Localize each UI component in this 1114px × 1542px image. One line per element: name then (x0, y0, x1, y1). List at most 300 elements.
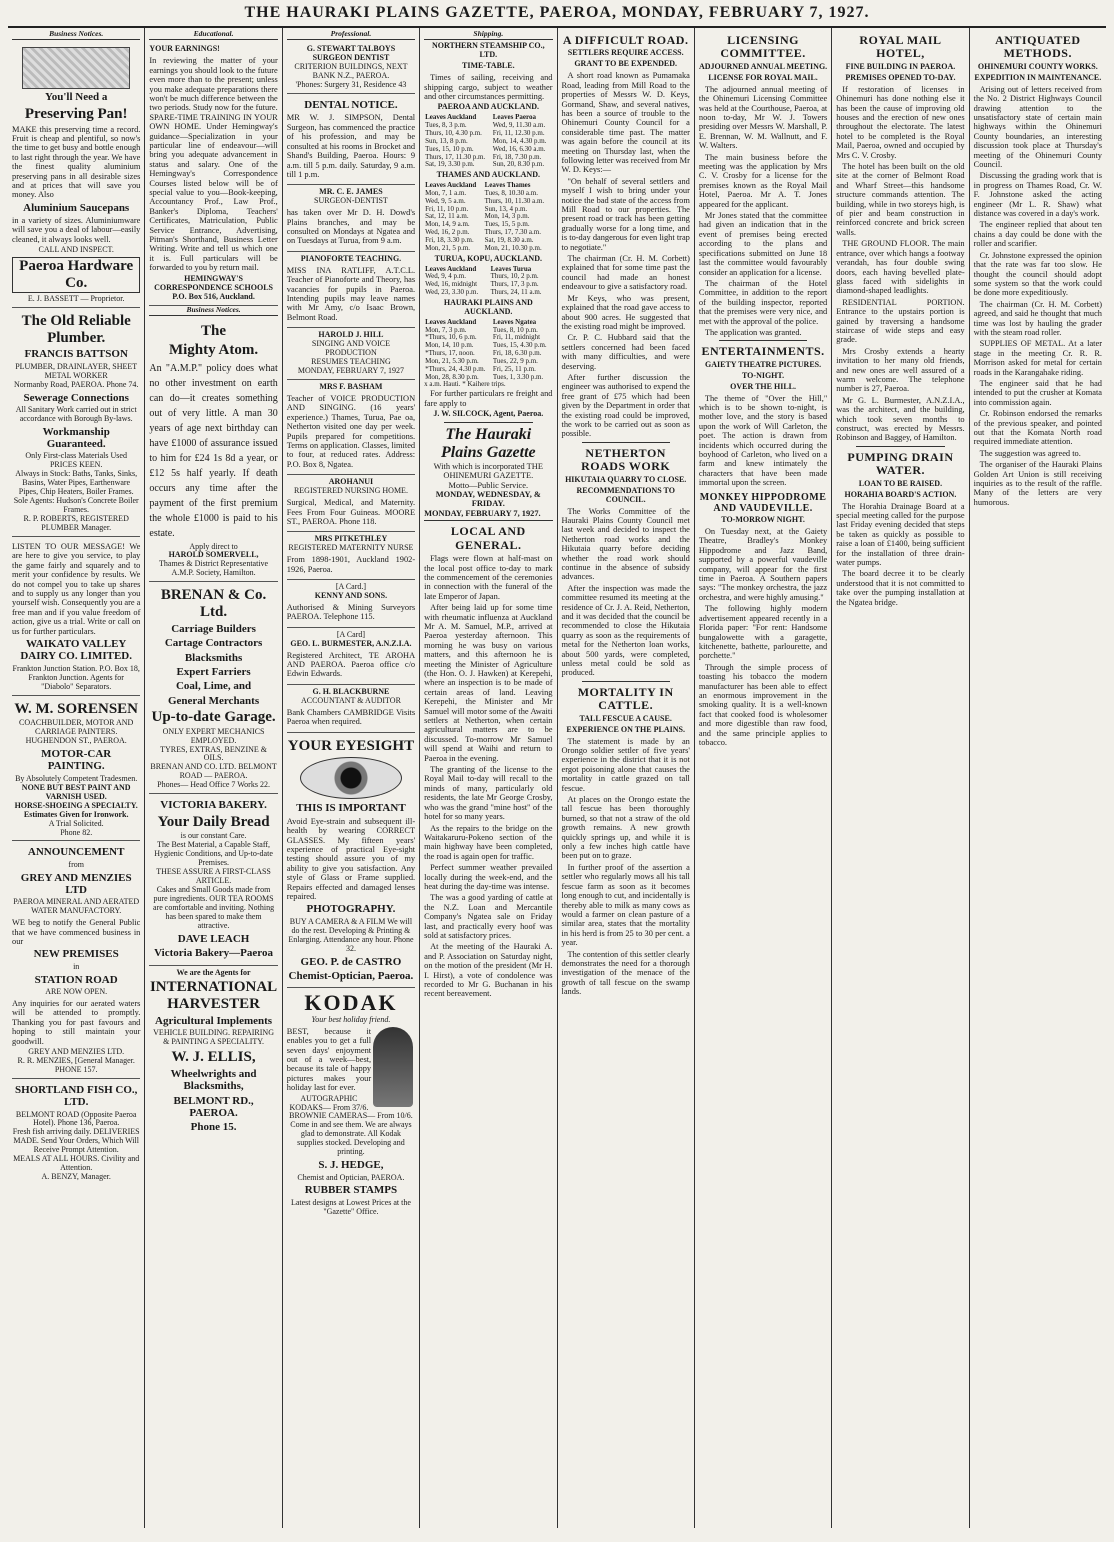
local-and-general-heading: LOCAL AND GENERAL. (450, 524, 526, 552)
antiquated-methods-article (974, 85, 1102, 507)
ad-title: G. STEWART TALBOYS SURGEON DENTIST (306, 44, 396, 63)
timetable (424, 319, 552, 382)
ad-body: Authorised & Mining Surveyors PAEROA. Telephone 115. (286, 602, 416, 622)
ad-body: Surgical, Medical, and Maternity. Fees From Four Guineas. MOORE ST., PAEROA. Phone 118. (286, 498, 416, 526)
article-heading: ANTIQUATED METHODS. (995, 33, 1081, 61)
ad-body: MISS INA RATLIFF, A.T.C.L. Teacher of Pianoforte and Theory, has vacancies for pupils in Paeroa. Intending pupils may leave names with Mr Amy, c/o Isaac Brown, Belmont Road. (286, 265, 416, 322)
ad-line: ACCOUNTANT & AUDITOR (300, 695, 401, 705)
article-paragraph: Discussing the grading work that is in progress on Thames Road, Cr. W. F. Johnstone asked the acting engineer (Mr L. R. Shaw) what distance was covered in a day's work. (973, 171, 1102, 219)
article-paragraph: The engineer said that he had intended to put the crusher at Komata into commission again. (973, 378, 1102, 407)
burmester-ad (287, 628, 415, 685)
pitkethley-ad (287, 532, 415, 580)
ad-line: Victoria Bakery—Paeroa (154, 947, 273, 960)
ad-line: The (201, 322, 227, 339)
hemingway-ad (149, 42, 277, 305)
article-paragraph: The contention of this settler clearly demonstrates the need for a thorough investigation of the menace of the growth of tall fescue on the swamp lands. (561, 949, 690, 997)
timetable-cell: *Thurs, 17, noon. (425, 349, 475, 358)
column-1 (8, 28, 145, 1528)
timetable-cell: Fri, 11, midnight (492, 333, 541, 342)
timetable-row (424, 245, 552, 253)
timetable-cell: Thurs, 17, 3 p.m. (490, 280, 539, 289)
timetable-cell: Thurs, 10, 2 p.m. (490, 272, 539, 281)
timetable-cell: Mon, 14, 4.30 p.m. (492, 136, 547, 145)
ad-line: PLUMBER, DRAINLAYER, SHEET METAL WORKER (15, 361, 138, 380)
ad-title: The Old Reliable Plumber. (21, 312, 131, 346)
ad-line: Phone 15. (190, 1121, 237, 1134)
ad-line: CALL AND INSPECT. (38, 245, 114, 255)
arohanui-ad (287, 475, 415, 532)
ad-line: BUY A CAMERA & A FILM We will do the rest. Developing & Printing & Enlarging. Attendance any hour. Phone 32. (288, 916, 414, 953)
timetable-route-title: PAEROA AND AUCKLAND. (437, 102, 540, 112)
article-paragraph: The application was granted. (704, 327, 802, 337)
ad-line: COACHBUILDER, MOTOR AND CARRIAGE PAINTERS. (19, 718, 134, 737)
article-paragraph: Through the simple process of toasting his tobacco the modern manufacturer has been able to effect an enormous improvement in the smoking quality. It is a well-known fact that cooked food is wholesomer and more digestible than raw food, and the same principle applies to tobacco. (698, 662, 828, 747)
article-subhead: OVER THE HILL. (730, 381, 796, 391)
talboys-ad (287, 42, 415, 94)
difficult-road-article (562, 71, 690, 438)
column-3 (283, 28, 420, 1528)
article-subhead: PREMISES OPENED TO-DAY. (845, 72, 956, 82)
ad-line: A. BENZY, Manager. (41, 1172, 111, 1182)
ad-line: PHOTOGRAPHY. (306, 903, 396, 916)
timetable-cell: Thurs, 24, 11 a.m. (490, 288, 542, 297)
ad-body: An "A.M.P." policy does what no other investment on earth can do—it creates something out of very little. A man 30 years of age next birthday can have £1000 of assurance issued to him for £24 1s 8d a year, or £12 5s half yearly. If death occurs any time after the payment of the first premium the whole £1000 is paid to his estate. (149, 362, 278, 539)
article-subhead: LOAN TO BE RAISED. (858, 478, 943, 488)
ad-line: You'll Need a (45, 91, 108, 104)
article-paragraph: The suggestion was agreed to. (979, 448, 1081, 458)
timetable-cell: Wed, 23, 3.30 p.m. (425, 288, 479, 297)
shipping-company: NORTHERN STEAMSHIP CO., LTD. (432, 41, 545, 60)
ad-line: We are the Agents for (176, 967, 251, 977)
ad-line: All Sanitary Work carried out in strict accordance with Borough By-laws. (15, 404, 137, 423)
timetable-cell: Tues, 8, 10.30 a.m. (484, 189, 538, 197)
ad-line: Apply direct to (189, 541, 238, 551)
ad-line: Up-to-date Garage. (151, 708, 276, 725)
ad-line: BELMONT RD., PAEROA. (173, 1094, 254, 1119)
licensing-article (699, 85, 827, 338)
timetable-route-title: TURUA, KOPU, AUCKLAND. (434, 253, 542, 263)
fish-co-ad (12, 1079, 140, 1185)
timetable-cell: Wed, 9, 4 p.m. (425, 272, 466, 281)
james-ad (287, 185, 415, 252)
article-paragraph: THE GROUND FLOOR. The main entrance, over which hangs a footway verandah, has four double swing doors, each having bevelled plate-glass faced with sidelights in diamond-shaped leadlights. (836, 239, 965, 296)
ad-title: ANNOUNCEMENT (27, 846, 125, 859)
article-paragraph: The chairman of the Hotel Committee, in addition to the report of the building inspector, reported that the premises were very nice, and met with the approval of the police. (698, 278, 828, 326)
article-subhead: SETTLERS REQUIRE ACCESS. (567, 48, 684, 58)
article-paragraph: As the repairs to the bridge on the Waitakaruru-Pokeno section of the main highway have been completed, the road is again open for traffic. (424, 823, 553, 861)
article-paragraph: Cr. Johnstone expressed the opinion that the rate was far too slow. He thought the council should adopt some system so that the work could be done more expeditiously. (973, 250, 1102, 298)
timetable-header: Leaves Turua (490, 264, 532, 273)
article-paragraph: Mr Jones stated that the committee had given an indication that in the event of premises being erected according to the plans and specifications submitted on June 18 last the committee would favourably consider an application for a license. (698, 211, 828, 277)
column-heading: Business Notices. (12, 30, 140, 40)
gazette-logo: The Hauraki Plains Gazette (440, 426, 536, 461)
timetable-cell: Mon, 14, 3 p.m. (484, 212, 530, 221)
article-paragraph: RESIDENTIAL PORTION. Entrance to the upstairs portion is gained by traversing a handsome staircase of wide steps and easy grade. (836, 297, 965, 345)
article-paragraph: Mrs Crosby extends a hearty invitation to her many old friends, and new ones are well assured of a warm welcome. The telephone number is 27, Paeroa. (836, 346, 965, 394)
plumber-ad (12, 308, 140, 537)
timetables (424, 103, 552, 389)
column-2 (145, 28, 282, 1528)
article-subhead: GRANT TO BE EXPENDED. (574, 59, 678, 69)
timetable-cell: Mon, 21, 5.30 p.m. (425, 356, 479, 365)
article-paragraph: The Horahia Drainage Board at a special meeting called for the purpose last Friday evening decided that steps be taken as quickly as possible to raise a loan of £1400, being sufficient for the installation of three drain-water pumps. (836, 501, 965, 568)
column-5 (558, 28, 695, 1528)
timetable-cell: Wed, 16, 2 p.m. (425, 228, 470, 237)
ad-line: BROWNIE CAMERAS— From 10/6. (289, 1111, 413, 1121)
article-subhead: EXPERIENCE ON THE PLAINS. (566, 724, 685, 734)
timetable-cell: Fri, 18, 3.30 p.m. (425, 235, 474, 244)
ad-line: [A Card] (336, 629, 366, 639)
timetable-title: TIME-TABLE. (462, 61, 515, 71)
article-paragraph: The organiser of the Hauraki Plains Golden Art Union is still receiving inquiries as to the result of the raffle. Many of the letters are very humorous. (973, 460, 1102, 507)
timetable-cell: Fri, 18, 7.30 p.m. (492, 152, 542, 161)
ad-line: BRENAN AND CO. LTD. BELMONT ROAD — PAEROA. (150, 762, 277, 781)
basham-ad (287, 380, 415, 475)
ad-line: Fresh fish arriving daily. DELIVERIES MADE. Send Your Orders, Which Will Receive Prompt Attention. (12, 1127, 140, 1155)
column-heading: Shipping. (424, 30, 552, 40)
ad-line: Cakes and Small Goods made from pure ingredients. OUR TEA ROOMS are comfortable and inviting. Nothing has been spared to make them attractive. (153, 885, 275, 930)
article-subhead: TO-MORROW NIGHT. (721, 515, 805, 525)
article-paragraph: In further proof of the assertion a settler who regularly mows all his tall fescue farm as soon as it becomes long enough to cut, and incidentally is thereby able to milk as many cows as would a farmer on clean pasture of a similar area, states that the mortality in his herd is from 25 to 30 per cent. a year. (561, 862, 690, 948)
ad-line: STATION ROAD (34, 973, 118, 986)
ad-line: in (73, 961, 80, 971)
ad-line: Frankton Junction Station. P.O. Box 18, Frankton Junction. Agents for "Diabolo" Separators. (12, 663, 140, 691)
ad-line: THIS IS IMPORTANT (296, 802, 406, 815)
article-subhead: GAIETY THEATRE PICTURES. (705, 359, 822, 369)
ad-title: GEO. L. BURMESTER, A.N.Z.I.A. (290, 638, 412, 648)
article-paragraph: Arising out of letters received from the No. 2 District Highways Council drawing attention to the unsatisfactory state of certain main highways within the Ohinemuri County boundaries, an interesting discussion took place at Thursday's meeting of the Ohinemuri County Council. (973, 84, 1102, 170)
ad-line: HORSE-SHOEING A SPECIALTY. (14, 800, 138, 810)
article-paragraph: The engineer replied that about ten chains a day could be done with the roller and scarifier. (973, 220, 1102, 249)
ad-line: General Merchants (167, 694, 260, 707)
ad-line: Your Daily Bread (157, 813, 270, 830)
timetable-cell: Sat, 19, 8.30 a.m. (484, 235, 534, 244)
pumping-article (836, 502, 964, 607)
timetable-intro: Times of sailing, receiving and shipping cargo, subject to weather and other circumstances permitting. (424, 73, 553, 102)
ad-line: R. P. ROBERTS, REGISTERED PLUMBER Manager. (23, 514, 129, 533)
ad-line: Your best holiday friend. (311, 1014, 391, 1024)
timetable-route-title: THAMES AND AUCKLAND. (436, 170, 540, 180)
gazette-line: With which is incorporated THE OHINEMURI GAZETTE. (433, 461, 543, 481)
ad-body: Avoid Eye-strain and subsequent ill-health by wearing CORRECT GLASSES. My fifteen years' experience of practical Eye-sight testing should assure you of my ability to give you satisfaction. Any style of Glass or Frame supplied. Repairs effected and damaged lenses repaired. (286, 816, 416, 901)
article-paragraph: At the meeting of the Hauraki A. and P. Association on Saturday night, on the motion of the president (Mr H. I. Hirst), a vote of condolence was recorded to Mr G. Buchanan in his recent bereavement. (424, 942, 553, 999)
article-paragraph: The following highly modern advertisement appeared recently in a Florida paper: "For rent: Handsome bungalowette with a garagette, kitchenette, bathette, parlourette, and porchette." (698, 604, 828, 661)
timetable-cell: Tues, 22, 9 p.m. (492, 356, 538, 365)
ad-body: LISTEN TO OUR MESSAGE! We are here to give you service, to play the game fairly and squarely and to merit your confidence by results. We do not compel you to take up shares and to supply us any longer than you yourself wish. Consequently you are a free man and if you value freedom of action, give us a trial. Write or call on us for further particulars. (12, 541, 141, 636)
timetable-cell: Tues, 1, 3.30 p.m. (492, 372, 544, 381)
ad-line: Phone 82. (60, 827, 93, 837)
article-heading: NETHERTON ROADS WORK (581, 445, 671, 474)
article-paragraph: SUPPLIES OF METAL. At a later stage in the meeting Cr. R. R. Morrison asked for metal for certain roads in the Karangahake riding. (973, 339, 1102, 377)
ad-line: Expert Farriers (176, 665, 251, 678)
divider (444, 422, 532, 423)
ad-body: Teacher of VOICE PRODUCTION AND SINGING. (16 years' experience.) Thames, Turua, Pae oa, Netherton visited one day per week. Pupils prepared for competitions. Terms on application. Classes, limited to four, at reduced rates. Address: P.O. Box 8, Ngatea. (286, 393, 416, 469)
ad-line: VEHICLE BUILDING. REPAIRING & PAINTING A SPECIALITY. (153, 1028, 274, 1047)
columns (8, 28, 1106, 1528)
ad-title: Paeroa Hardware Co. (12, 257, 140, 293)
timetable-cell: Tues, 8, 3 p.m. (425, 121, 467, 130)
ad-line: SINGING AND VOICE PRODUCTION (311, 339, 390, 358)
brenan-ad (149, 582, 277, 794)
article-paragraph: Perfect summer weather prevailed locally during the week-end, and the heat during the day-time was intense. (424, 863, 553, 891)
ad-body: In reviewing the matter of your earnings you should look to the future even more than to the present; unless you make adequate preparations there won't be much difference between the two periods. Study now for the future. SPARE-TIME TRAINING IN YOUR OWN HOME. Under Hemingway's guidance—Specialization in your particular line of endeavour—will bring you adequate advancement in status and salary. One of the Hemingway's Correspondence Courses listed below will be of special value to you—Book-keeping, Accountancy Prof., Law Prof., Banker's Diploma, Teachers' Certificates, Matriculation, Public Service Entrance, Advertising, Pitman's Shorthand, Business Letter Writing. Write and tell us which one it is. Full particulars will be forwarded to you by return mail. (149, 56, 278, 273)
sorensen-ad (12, 696, 140, 842)
ad-body: has taken over Mr D. H. Dowd's Plains branches, and may be consulted on Mondays at Ngatea and on Tuesdays at Turua, from 9 a.m. (286, 208, 416, 246)
article-subhead: TO-NIGHT. (741, 370, 785, 380)
ad-line: TYRES, EXTRAS, BENZINE & OILS. (160, 744, 267, 763)
ad-line: HUGHENDON ST., PAEROA. (25, 736, 127, 746)
ad-line: REGISTERED NURSING HOME. (293, 486, 408, 496)
newspaper-page (8, 4, 1106, 1532)
article-paragraph: The theme of "Over the Hill," which is to be shown to-night, is mother love, and the story is based upon the work of Will Carleton, the poet. The action is drawn from incidents which occurred during the boyhood of Carleton, who lived on a farm and knew intimately the characters that have been made immortal upon the screen. (698, 393, 828, 488)
ad-line: Thames & District Representative A.M.P. Society, Hamilton. (159, 559, 269, 578)
preserving-illustration (22, 47, 130, 89)
timetable-cell: Tues, 15, 4.30 p.m. (492, 341, 547, 350)
gazette-date: MONDAY, FEBRUARY 7, 1927. (424, 508, 541, 518)
article-paragraph: The board decree it to be clearly understood that it is not committed to take over the pumping installation at the Ngatea bridge. (836, 569, 965, 607)
ad-title: BRENAN & Co. Ltd. (160, 587, 267, 621)
ad-title: G. H. BLACKBURNE (312, 686, 390, 696)
gazette-days: MONDAY, WEDNESDAY, & FRIDAY. (435, 490, 541, 509)
timetable-cell: Sun, 13, 4 p.m. (484, 204, 528, 213)
column-7 (832, 28, 969, 1528)
ad-body: MR W. J. SIMPSON, Dental Surgeon, has commenced the practice of his profession, and may be consulted at his rooms in Brocket and Shand's Building, Paeroa. Hours: 9 a.m. till 5 p.m. daily. Saturday, 9 a.m. till 1 p.m. (286, 113, 416, 179)
timetable-row (424, 289, 552, 297)
timetable-cell: Fri, 18, 6.30 p.m. (492, 349, 542, 358)
article-heading: ENTERTAINMENTS. (701, 344, 825, 359)
article-paragraph: The adjourned annual meeting of the Ohinemuri Licensing Committee was held at the Courthouse, Paeroa, at noon to-day, Mr W. J. Towers presiding over Messrs W. Marshall, P. E. Brennan, W. M. Wallnutt, and F. W. Walters. (698, 84, 828, 151)
timetable (424, 114, 552, 169)
ad-line: Chemist-Optician, Paeroa. (288, 969, 414, 982)
article-heading: PUMPING DRAIN WATER. (847, 449, 954, 478)
article-heading: ROYAL MAIL HOTEL, (859, 33, 942, 61)
ad-line: W. J. ELLIS, (171, 1049, 256, 1066)
ad-title: KENNY AND SONS. (314, 591, 388, 600)
timetable-cell: Mon, 14, 9 a.m. (425, 220, 470, 229)
ad-line: S. J. HEDGE, (318, 1159, 384, 1172)
article-paragraph: Cr. P. C. Hubbard said that the settlers concerned had been faced with many difficulties, and were deserving. (561, 333, 690, 371)
article-paragraph: If restoration of licenses in Ohinemuri has done nothing else it has been the cause of improving old houses and the erection of new ones throughout the electorate. The latest hotel to be completed is the Royal Mail, Paeroa, owned and occupied by Mrs C. V. Crosby. (836, 84, 965, 160)
column-heading: Professional. (287, 30, 415, 40)
ad-line: REGISTERED MATERNITY NURSE (288, 543, 414, 553)
article-subhead: EXPEDITION IN MAINTENANCE. (974, 72, 1102, 82)
article-subhead: HORAHIA BOARD'S ACTION. (844, 489, 957, 499)
ad-line: SURGEON-DENTIST (314, 196, 388, 206)
timetable-header: Leaves Auckland (425, 317, 477, 326)
article-subhead: OHINEMURI COUNTY WORKS. (977, 61, 1098, 71)
ad-title: Preserving Pan! (24, 105, 128, 122)
ad-line: Phones— Head Office 7 Works 22. (157, 780, 270, 790)
article-paragraph: The hotel has been built on the old site at the corner of Belmont Road and Wharf Street—this handsome structure commands attention. The building, while in two storeys high, is of pier and beam construction in reinforced concrete and brick screen walls. (836, 162, 965, 237)
ad-line: Agricultural Implements (155, 1015, 273, 1028)
article-subhead: ADJOURNED ANNUAL MEETING. (698, 61, 828, 71)
article-paragraph: After being laid up for some time with rheumatic influenza at Auckland Mr A. M. Samuel, M.P., arrived at Paeroa yesterday afternoon. This morning he was busy on various matters, and this afternoon he is meeting the Minister of Agriculture (the Hon. O. J. Hawken) at Kerepehi, where an inspection is to be made of certain areas of land. Leaving Kerepehi, the Minister and Mr Samuel will motor some of the Awaiti settlers at Netherton, when certain agricultural matters are to be discussed. To-morrow Mr Samuel will spend at Waihi and return to Paeroa in the evening. (424, 603, 553, 763)
timetable-header: Leaves Auckland (425, 181, 477, 190)
dairy-co-ad (12, 537, 140, 696)
divider (856, 446, 944, 447)
netherton-article (562, 507, 690, 678)
article-heading: MONKEY HIPPODROME AND VAUDEVILLE. (699, 491, 827, 514)
ad-body: BEST, because it enables you to get a full seven days' enjoyment out of a week—best, because its tale of happy pictures makes your holiday last for ever. (286, 1026, 372, 1093)
ad-line: By Absolutely Competent Tradesmen. (15, 773, 138, 783)
article-subhead: TALL FESCUE A CAUSE. (579, 713, 672, 723)
column-4 (420, 28, 557, 1528)
ad-title: YOUR EARNINGS! (149, 44, 220, 54)
pianoforte-ad (287, 252, 415, 328)
article-heading: MORTALITY IN CATTLE. (577, 684, 674, 713)
timetable-cell: Fri, 11, 12.30 p.m. (492, 129, 545, 138)
ad-line: Carriage Builders (171, 622, 256, 635)
ad-line: PHONE 157. (54, 1064, 98, 1074)
timetable-cell: Sat, 19, 3.30 p.m. (425, 160, 475, 169)
timetable-cell: Sun, 20, 8.30 p.m. (492, 160, 545, 169)
column-heading: Business Notices. (149, 306, 277, 316)
amp-ad (149, 318, 277, 582)
ad-line: Aluminium Saucepans (23, 201, 130, 214)
ad-title: KODAK (304, 990, 398, 1016)
timetable-cell: Thurs, 10, 11.30 a.m. (484, 196, 545, 205)
ad-line: HEMINGWAY'S CORRESPONDENCE SCHOOLS P.O. Box 516, Auckland. (154, 273, 274, 301)
article-paragraph: After the inspection was made the committee resumed its meeting at the residence of Cr. J. A. Reid, Netherton, and it was decided that the council be recommended to close the Hikutaia quarry as soon as the requirements of metal for the Netherton loan works, about 500 yards, were completed, unless metal could be sold as produced. (561, 583, 690, 678)
ad-line: FRANCIS BATTSON (24, 348, 128, 361)
ad-title: HAROLD J. HILL (318, 330, 384, 340)
article-subhead: LICENSE FOR ROYAL MAIL. (708, 72, 818, 82)
timetable-header: Leaves Auckland (425, 113, 477, 122)
article-paragraph: "On behalf of several settlers and myself I wish to bring under your notice the bad state of the access from Mill Road to our properties. The present road or track has been getting gradually worse for a long time, and is to-day dangerous for even light trap to negotiate." (561, 176, 690, 252)
ad-title: MR. C. E. JAMES (319, 187, 383, 197)
article-paragraph: A short road known as Pumamaka Road, leading from Mill Road to the properties of Messrs W. D. Keys, Gormand, Shaw, and several natives, has been a source of trouble to the Ohinemuri County Council for a considerable time past. The matter was again before the council at its meeting on Thursday last, when the following letter was received from Mr W. D. Keys:— (561, 71, 690, 175)
ad-line: Only First-class Materials Used PRICES KEEN. (25, 451, 127, 470)
blackburne-ad (287, 685, 415, 733)
gazette-masthead (424, 426, 552, 521)
local-and-general-article (424, 554, 552, 999)
divider (582, 442, 670, 443)
ad-line: ONLY EXPERT MECHANICS EMPLOYED. (162, 726, 265, 745)
ad-line: Estimates Given for Ironwork. (23, 809, 129, 819)
timetable-cell: *Thurs, 10, 6 p.m. (425, 333, 477, 342)
timetable-cell: Mon, 28, 8.30 p.m. (425, 372, 479, 381)
timetable-header: Leaves Thames (484, 181, 531, 190)
ad-body: in a variety of sizes. Aluminiumware will save you a deal of labour—easily cleaned, it always looks well. (12, 216, 141, 244)
timetable-cell: Mon, 21, 5 p.m. (425, 243, 471, 252)
timetable (424, 182, 552, 252)
ad-line: E. J. BASSETT — Proprietor. (27, 293, 125, 303)
ad-title: YOUR EYESIGHT (287, 737, 415, 754)
ad-body: MAKE this preserving time a record. Fruit is cheap and plentiful, so now's the time to get busy and bottle enough to last right through the year. We have the finest quality aluminium preserving pans in all desirable sizes and at prices that will save you money. Also (12, 124, 141, 200)
timetable-cell: Tues, 15, 5 p.m. (484, 220, 530, 229)
ad-line: ARE NOW OPEN. (45, 987, 108, 997)
ad-line: from (68, 859, 84, 869)
ad-body: From 1898-1901, Auckland 1902-1926, Paeroa. (286, 555, 416, 574)
ad-line: Cartage Contractors (164, 637, 263, 650)
royal-mail-article (836, 85, 964, 443)
timetable-cell: Sun, 13, 8 p.m. (425, 136, 468, 145)
ad-line: CRITERION BUILDINGS, NEXT BANK N.Z., PAEROA. (294, 62, 408, 81)
article-paragraph: The chairman (Cr. H. M. Corbett) agreed, and said he thought that much time was lost by hauling the grader with the steam road roller. (973, 299, 1102, 337)
ad-body: Bank Chambers CAMBRIDGE Visits Paeroa when required. (286, 707, 416, 727)
ad-line: [A Card.] (335, 582, 367, 592)
timetable-cell: Fri, 25, 11 p.m. (492, 364, 536, 373)
eyesight-ad (287, 733, 415, 989)
timetable-cell: Mon, 14, 10 p.m. (425, 341, 474, 350)
ad-title: PIANOFORTE TEACHING. (300, 253, 402, 263)
woman-figure-illustration (373, 1027, 413, 1107)
timetable-cell: Wed, 16, 6.30 a.m. (492, 144, 546, 153)
column-6 (695, 28, 832, 1528)
vaudeville-article (699, 527, 827, 747)
ad-title: MRS F. BASHAM (319, 382, 383, 391)
article-paragraph: The Works Committee of the Hauraki Plains County Council met last week and decided to inspect the Netherton road works and the Hikutaia quarry before deciding whether the road work should continue in the absence of subsidy advances. (561, 506, 690, 582)
eye-illustration (300, 757, 402, 799)
article-paragraph: Flags were flown at half-mast on the local post office to-day to mark the commencement of the ceremonies in connection with the funeral of the late Emperor of Japan. (424, 554, 553, 601)
ad-line: 'Phones: Surgery 31, Residence 43 (295, 80, 407, 90)
divider (582, 681, 670, 682)
ad-title: AROHANUI (328, 477, 374, 487)
timetable-route-title: HAURAKI PLAINS AND AUCKLAND. (443, 297, 533, 316)
ad-line: R. R. MENZIES, [General Manager. (17, 1056, 135, 1065)
ad-body: Registered Architect, TE AROHA AND PAEROA. Paeroa office c/o Edwin Edwards. (286, 650, 416, 679)
agent-name: J. W. SILCOCK, Agent, Paeroa. (433, 409, 544, 419)
ellis-ad (149, 966, 277, 1139)
article-subhead: HIKUTAIA QUARRY TO CLOSE. (565, 474, 687, 484)
timetable-header: Leaves Auckland (425, 264, 477, 273)
ad-line: MOTOR-CAR PAINTING. (41, 748, 112, 773)
timetable-row (424, 161, 552, 169)
ad-line: GREY AND MENZIES LTD. (28, 1047, 125, 1057)
timetable-cell: *Thurs, 24, 4.30 p.m. (425, 364, 486, 373)
timetable-cell: Thurs, 17, 7.30 a.m. (484, 228, 541, 237)
timetable-cell: Tues, 15, 10 p.m. (425, 144, 474, 153)
article-paragraph: Mr Keys, who was present, explained that the road gave access to about 900 acres. He suggested that the existing road might be improved. (561, 293, 690, 331)
ad-line: BELMONT ROAD (Opposite Paeroa Hotel). Phone 136, Paeroa. (15, 1109, 137, 1128)
ad-line: Latest designs at Lowest Prices at the "Gazette" Office. (290, 1197, 411, 1216)
ad-line: Wheelwrights and Blacksmiths, (170, 1068, 257, 1093)
preserving-pan-ad (12, 42, 140, 307)
ad-line: PAEROA MINERAL AND AERATED WATER MANUFACTORY. (13, 897, 140, 916)
ad-line: Sewerage Connections (23, 391, 129, 404)
article-paragraph: The main business before the meeting was the application by Mrs C. V. Crosby for a license for the premises known as the Royal Mail Hotel, Paeroa. Mr A. T. Jones appeared for the applicant. (698, 152, 828, 209)
ad-title: DENTAL NOTICE. (304, 99, 398, 112)
ad-line: A Trial Solicited. (48, 818, 104, 828)
ad-line: RUBBER STAMPS (304, 1184, 398, 1197)
timetable (424, 266, 552, 297)
divider (719, 340, 807, 341)
timetable-cell: Wed, 16, midnight (425, 280, 478, 289)
ad-line: Blacksmiths (184, 651, 243, 664)
grey-menzies-ad (12, 841, 140, 1078)
ad-line: Chemist and Optician, PAEROA. (297, 1172, 405, 1182)
ad-title: Mighty Atom. (168, 341, 259, 358)
ad-line: The Best Material, a Capable Staff, Hygienic Conditions, and Up-to-date Premises. (154, 840, 273, 868)
article-heading: A DIFFICULT ROAD. (562, 33, 689, 47)
timetable-cell: Thurs, 10, 4.30 p.m. (425, 129, 482, 138)
timetable-header: Leaves Paeroa (492, 113, 536, 122)
dental-notice-ad (287, 94, 415, 185)
ad-line: GREY AND MENZIES LTD (20, 871, 132, 897)
entertainments-article (699, 394, 827, 488)
hill-ad (287, 328, 415, 380)
timetable-cell: Fri, 11, 10 p.m. (425, 204, 469, 213)
ad-line: AUTOGRAPHIC KODAKS— From 37/6. (289, 1093, 369, 1112)
timetable-cell: Sat, 12, 11 a.m. (425, 212, 469, 221)
article-paragraph: The chairman (Cr. H. M. Corbett) explained that for some time past the council had made an honest endeavour to give a satisfactory road. (561, 254, 690, 292)
ad-line: NEW PREMISES (33, 948, 119, 961)
kenny-ad (287, 580, 415, 628)
ad-line: Workmanship Guaranteed. (42, 425, 110, 451)
timetable-header: Leaves Ngatea (492, 317, 537, 326)
timetable-cell: Mon, 21, 10.30 p.m. (484, 243, 542, 252)
article-paragraph: The was a good yarding of cattle at the N.Z. Loan and Mercantile Company's Ngatea sale on Friday last, and practically every hoof was sold at satisfactory prices. (424, 893, 553, 940)
